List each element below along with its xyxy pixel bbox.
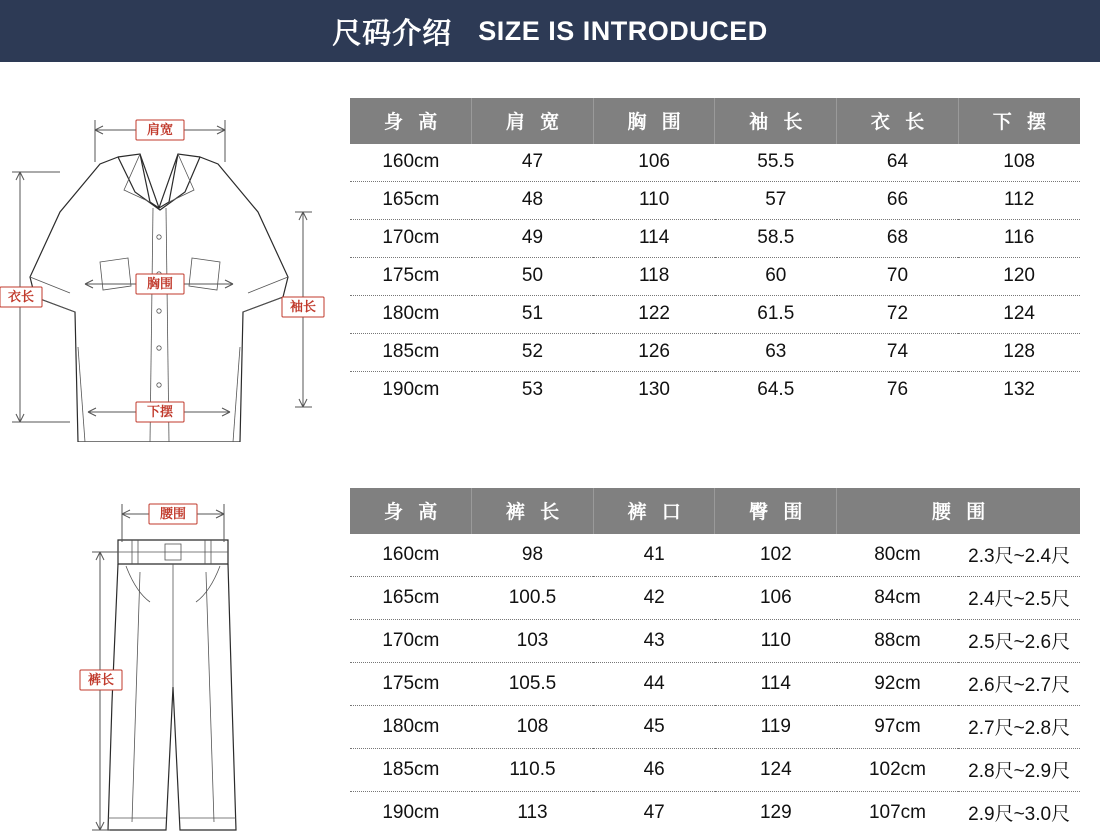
cell-height: 160cm <box>350 144 472 182</box>
table-row <box>350 534 1080 577</box>
cell-height: 180cm <box>350 706 472 749</box>
pants-section <box>0 452 1100 837</box>
cell-waist-cm: 88cm <box>837 620 959 663</box>
cell-waist-chi: 2.3尺~2.4尺 <box>958 534 1080 577</box>
column-header: 衣 长 <box>837 98 959 144</box>
table-header-row <box>350 488 1080 534</box>
cell-sleeve: 61.5 <box>715 296 837 334</box>
column-header: 腰 围 <box>837 488 1080 534</box>
label-length: 衣长 <box>7 289 35 304</box>
cell-pants-length: 98 <box>472 534 594 577</box>
cell-waist-chi: 2.5尺~2.6尺 <box>958 620 1080 663</box>
cell-length: 74 <box>837 334 959 372</box>
label-shoulder: 肩宽 <box>146 122 174 137</box>
cell-hip: 124 <box>715 749 837 792</box>
cell-waist-chi: 2.9尺~3.0尺 <box>968 804 1071 825</box>
table-row <box>350 296 1080 334</box>
jacket-table-container <box>340 62 1100 452</box>
cell-pants-length: 113 <box>517 801 548 823</box>
cell-height: 175cm <box>350 663 472 706</box>
cell-length: 64 <box>837 144 959 182</box>
cell-waist-cm: 107cm <box>868 801 926 823</box>
jacket-figure <box>0 62 340 452</box>
cell-height: 175cm <box>350 258 472 296</box>
cell-hem: 108 <box>958 144 1080 182</box>
cell-chest: 130 <box>638 379 670 400</box>
cell-shoulder: 49 <box>472 220 594 258</box>
cell-length: 72 <box>837 296 959 334</box>
cell-pants-length: 105.5 <box>472 663 594 706</box>
column-header: 肩 宽 <box>472 98 594 144</box>
cell-chest: 110 <box>593 182 715 220</box>
cell-shoulder: 53 <box>521 379 544 400</box>
cell-height: 190cm <box>382 379 440 400</box>
cell-hip: 119 <box>715 706 837 749</box>
cell-chest: 118 <box>593 258 715 296</box>
cell-length: 68 <box>837 220 959 258</box>
table-row <box>350 577 1080 620</box>
cell-length: 76 <box>886 379 909 400</box>
table-row <box>350 258 1080 296</box>
cell-cuff: 47 <box>643 801 665 823</box>
cell-height: 170cm <box>350 620 472 663</box>
jacket-size-table <box>350 98 1080 409</box>
column-header: 身 高 <box>350 98 472 144</box>
table-row <box>350 663 1080 706</box>
cell-hem: 132 <box>1003 379 1035 400</box>
cell-hem: 124 <box>958 296 1080 334</box>
cell-chest: 122 <box>593 296 715 334</box>
label-waist: 腰围 <box>159 506 187 521</box>
page-header <box>0 0 1100 62</box>
table-header-row <box>350 98 1080 144</box>
cell-height: 190cm <box>382 801 440 823</box>
cell-shoulder: 48 <box>472 182 594 220</box>
table-row <box>350 706 1080 749</box>
cell-height: 185cm <box>350 334 472 372</box>
cell-waist-chi: 2.6尺~2.7尺 <box>958 663 1080 706</box>
pants-size-table <box>350 488 1080 834</box>
label-chest: 胸围 <box>146 276 174 291</box>
cell-hem: 116 <box>958 220 1080 258</box>
column-header: 裤 长 <box>472 488 594 534</box>
cell-sleeve: 57 <box>715 182 837 220</box>
table-row <box>350 372 1080 410</box>
label-pants-length: 裤长 <box>87 672 115 687</box>
column-header: 袖 长 <box>715 98 837 144</box>
cell-pants-length: 103 <box>472 620 594 663</box>
cell-shoulder: 50 <box>472 258 594 296</box>
cell-cuff: 41 <box>593 534 715 577</box>
table-row <box>350 220 1080 258</box>
table-row <box>350 182 1080 220</box>
cell-shoulder: 51 <box>472 296 594 334</box>
jacket-diagram-svg <box>0 62 340 442</box>
cell-cuff: 42 <box>593 577 715 620</box>
column-header: 下 摆 <box>958 98 1080 144</box>
cell-shoulder: 47 <box>472 144 594 182</box>
cell-height: 165cm <box>350 182 472 220</box>
cell-hip: 110 <box>715 620 837 663</box>
cell-hem: 128 <box>958 334 1080 372</box>
table-row <box>350 334 1080 372</box>
cell-hip: 114 <box>715 663 837 706</box>
table-row <box>350 144 1080 182</box>
cell-hem: 112 <box>958 182 1080 220</box>
cell-pants-length: 100.5 <box>472 577 594 620</box>
cell-height: 185cm <box>350 749 472 792</box>
cell-chest: 106 <box>593 144 715 182</box>
cell-chest: 114 <box>593 220 715 258</box>
cell-pants-length: 108 <box>472 706 594 749</box>
cell-cuff: 44 <box>593 663 715 706</box>
cell-waist-cm: 84cm <box>837 577 959 620</box>
pants-figure <box>0 452 340 837</box>
cell-shoulder: 52 <box>472 334 594 372</box>
cell-cuff: 46 <box>593 749 715 792</box>
cell-length: 66 <box>837 182 959 220</box>
cell-hip: 106 <box>715 577 837 620</box>
cell-height: 165cm <box>350 577 472 620</box>
jacket-section <box>0 62 1100 452</box>
pants-table-container <box>340 452 1100 837</box>
cell-hip: 129 <box>759 801 792 823</box>
column-header: 身 高 <box>350 488 472 534</box>
cell-height: 180cm <box>350 296 472 334</box>
cell-waist-cm: 80cm <box>837 534 959 577</box>
column-header: 裤 口 <box>593 488 715 534</box>
cell-hem: 120 <box>958 258 1080 296</box>
label-sleeve: 袖长 <box>289 299 317 314</box>
cell-waist-cm: 97cm <box>837 706 959 749</box>
cell-sleeve: 64.5 <box>757 379 795 400</box>
label-hem: 下摆 <box>146 404 174 419</box>
cell-height: 170cm <box>350 220 472 258</box>
cell-sleeve: 58.5 <box>715 220 837 258</box>
cell-sleeve: 55.5 <box>715 144 837 182</box>
table-row <box>350 792 1080 835</box>
cell-pants-length: 110.5 <box>472 749 594 792</box>
cell-waist-chi: 2.7尺~2.8尺 <box>958 706 1080 749</box>
cell-cuff: 45 <box>593 706 715 749</box>
page-title-en: SIZE IS INTRODUCED <box>478 15 768 46</box>
cell-length: 70 <box>837 258 959 296</box>
cell-waist-cm: 102cm <box>837 749 959 792</box>
page-title-cn: 尺码介绍 <box>332 17 453 50</box>
column-header: 胸 围 <box>593 98 715 144</box>
table-row <box>350 620 1080 663</box>
pants-diagram-svg <box>0 452 340 837</box>
cell-waist-chi: 2.8尺~2.9尺 <box>958 749 1080 792</box>
table-row <box>350 749 1080 792</box>
cell-height: 160cm <box>350 534 472 577</box>
cell-waist-cm: 92cm <box>837 663 959 706</box>
column-header: 臀 围 <box>715 488 837 534</box>
cell-sleeve: 60 <box>715 258 837 296</box>
cell-waist-chi: 2.4尺~2.5尺 <box>958 577 1080 620</box>
cell-hip: 102 <box>715 534 837 577</box>
cell-sleeve: 63 <box>715 334 837 372</box>
cell-cuff: 43 <box>593 620 715 663</box>
cell-chest: 126 <box>593 334 715 372</box>
